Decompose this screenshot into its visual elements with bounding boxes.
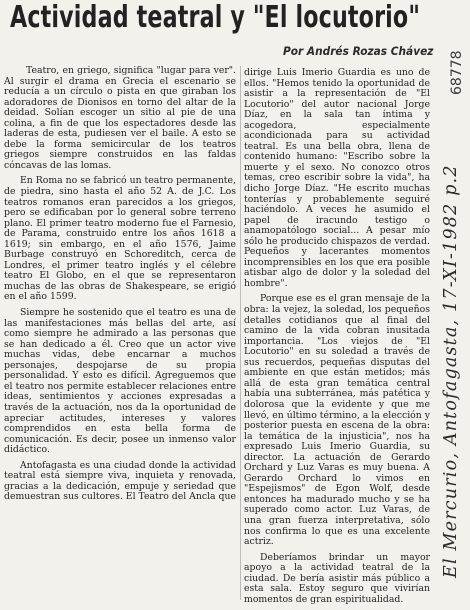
paragraph: En Roma no se fabricó un teatro permanente, de piedra, sino hasta el año 52 A. de J.C. Los teatros romanos eran parecidos a los griegos, pero se edificaban por lo general sobre terreno plano. El primer teatro moderno fue el Farnesio, de Parama, construido entre los años 1618 a 1619; sin embargo, en el año 1576, Jaime Burbage construyó en Schoreditch, cerca de Londres, el primer teatro inglés y el célebre teatro El Globo, en el que se representaron muchas de las obras de Shakespeare, se erigió en el año 1599. [4, 175, 236, 303]
paragraph: Teatro, en griego, significa "lugar para ver". Al surgir el drama en Grecia el escenario se reducía a un círculo o pista en que giraban los adoradores de Dionisos en torno del altar de la deidad. Solían escoger un sitio al pie de una colina, a fin de que los espectadores desde las laderas de esta, pudiesen ver el baile. A esto se debe la forma semicircular de los teatros griegos siempre construidos en las faldas cóncavas de las lomas. [4, 65, 236, 171]
paragraph: Antofagasta es una ciudad donde la actividad teatral está siempre viva, inquieta y renovada, gracias a la dedicación, empuje y seriedad que demuestran sus cultores. El Teatro del Ancla que [4, 459, 236, 503]
article-title: Actividad teatral y "El locutorio" [10, 0, 421, 35]
column-divider [240, 66, 241, 600]
article-byline: Por Andrés Rozas Chávez [283, 44, 434, 58]
right-column [244, 68, 430, 610]
paragraph: dirige Luis Imerio Guardia es uno de ellos. "Hemos tenido la oportunidad de asistir a la representación de "El Locutorio" del autor nacional Jorge Díaz, en la sala tan íntima y acogedora, especialmente acondicionada para su actividad teatral. Es una bella obra, llena de contenido humano: "Escribo sobre la muerte y el sexo. No conozco otros temas, creo escribir sobre la vida", ha dicho Jorge Díaz. "He escrito muchas tonterías y probablemente seguiré haciéndolo. A veces he asumido el papel de iracundo testigo o anamopatólogo social... A pesar mío sólo he producido chispazos de verdad. Pequeños y lacerantes momentos incomprensibles en los que era posible atisbar algo de dolor y la soledad del hombre". [244, 67, 430, 289]
handwritten-source-note: El Mercurio, Antofagasta, 17-XI-1982 p.2 [441, 164, 461, 578]
paragraph: Siempre he sostenido que el teatro es una de las manifestaciones más bellas del arte, así como siempre he admirado a las personas que se han dedicado a él. Creo que un actor vive muchas vidas, debe encarnar a muchos personajes, despojarse de su propia personalidad. Y esto es difícil. Agreguemos que el teatro nos permite establecer relaciones entre ideas, sentimientos y acciones expresadas a través de la actuación, nos da la oportunidad de apreciar actitudes, intereses y valores comprendidos en esta bella forma de comunicación. Es decir, posee un inmenso valor didáctico. [4, 307, 236, 456]
paragraph: Deberíamos brindar un mayor apoyo a la actividad teatral de la ciudad. De bería asistir más público a esta sala. Estoy seguro que vivirían momentos de gran espiritualidad. [244, 551, 430, 605]
archive-number-stamp: 68778 [449, 50, 465, 95]
paragraph: Porque ese es el gran mensaje de la obra: la vejez, la soledad, los pequeños detalles cotidianos que al final del camino de la vida cobran inusitada importancia. "Los viejos de "El Locutorio" en su soledad a través de sus recuerdos, pequeñas disputas del ambiente en que están metidos; más allá de esta gran temática central había una subterránea, más patética y dolorosa que la evidente y que me llevó, en último término, a la elección y posterior puesta en escena de la obra: la temática de la injusticia", nos ha expresado Luis Imerio Guardia, su director. La actuación de Gerardo Orchard y Luz Varas es muy buena. A Gerardo Orchard lo vimos en "Espejismos" de Egon Wolf, desde entonces ha madurado mucho y se ha superado como actor. Luz Varas, de una gran fuerza interpretativa, sólo nos confirma lo que es una excelente actriz. [244, 293, 430, 548]
left-column [4, 66, 236, 508]
